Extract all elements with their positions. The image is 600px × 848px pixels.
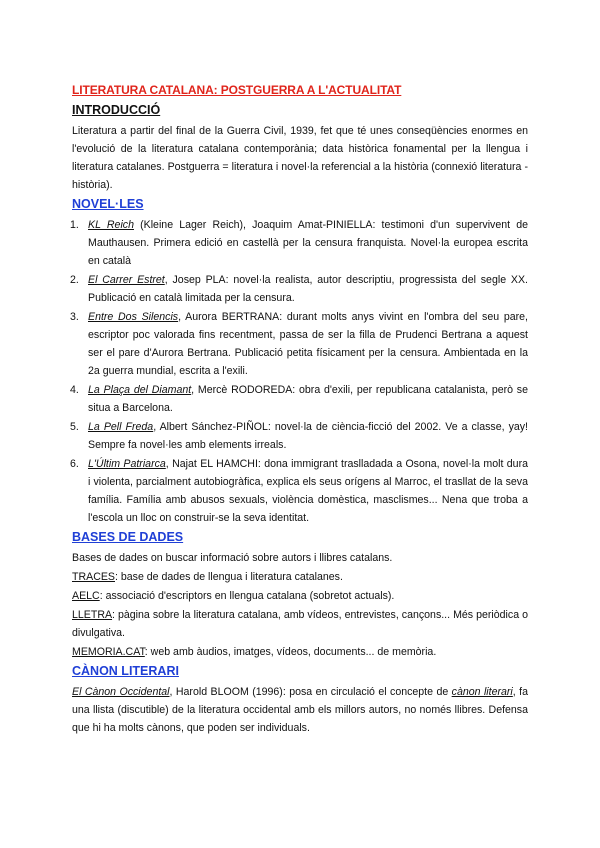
database-item-memoria xyxy=(72,643,528,661)
canon-heading: CÀNON LITERARI xyxy=(72,664,179,678)
novel-title: Entre Dos Silencis xyxy=(88,311,179,323)
novel-description: , Mercè RODOREDA: obra d'exili, per republicana catalanista, però se situa a Barcelona. xyxy=(88,384,528,414)
novel-description: , Josep PLA: novel·la realista, autor descriptiu, progressista del segle XX. Publicació en català limitada per la censura. xyxy=(88,274,528,304)
novel-item-3 xyxy=(72,308,528,380)
databases-intro: Bases de dades on buscar informació sobre autors i llibres catalans. xyxy=(72,552,393,564)
novel-number: 5. xyxy=(70,421,79,433)
database-name: TRACES xyxy=(72,571,115,583)
canon-paragraph xyxy=(72,683,528,737)
databases-heading: BASES DE DADES xyxy=(72,530,184,544)
novel-title: KL Reich xyxy=(88,219,134,231)
database-name: AELC xyxy=(72,590,100,602)
document-title: LITERATURA CATALANA: POSTGUERRA A L'ACTUALITAT xyxy=(72,83,402,97)
novel-description: , Najat EL HAMCHI: dona immigrant traslladada a Osona, novel·la molt dura i violenta, parcialment autobiogràfica, explica els seus orígens al Marroc, el trasllat de la seva família. Família amb abusos sexuals, violència domèstica, masclismes... Nena que troba a l'escola un lloc on construir-se la seva identitat. xyxy=(88,458,528,524)
canon-book-title: El Cànon Occidental xyxy=(72,686,170,698)
novel-title: El Carrer Estret xyxy=(88,274,165,286)
novel-title: La Pell Freda xyxy=(88,421,154,433)
novel-number: 4. xyxy=(70,384,79,396)
database-description: : pàgina sobre la literatura catalana, amb vídeos, entrevistes, cançons... Més periòdica o divulgativa. xyxy=(72,609,528,639)
novel-title: La Plaça del Diamant xyxy=(88,384,192,396)
canon-text-part-2: , fa una llista (discutible) de la literatura occidental amb els millors autors, no només llibres. Defensa que hi ha molts cànons, que poden ser individuals. xyxy=(72,686,528,734)
database-description: : associació d'escriptors en llengua catalana (sobretot actuals). xyxy=(99,590,395,602)
novel-number: 3. xyxy=(70,311,79,323)
database-item-aelc xyxy=(72,587,528,605)
database-description: : base de dades de llengua i literatura catalanes. xyxy=(114,571,343,583)
database-item-lletra xyxy=(72,606,528,642)
novel-item-1 xyxy=(72,216,528,270)
novels-heading: NOVEL·LES xyxy=(72,197,144,211)
canon-text-part-1: , Harold BLOOM (1996): posa en circulació el concepte de xyxy=(169,686,452,698)
novel-description: , Aurora BERTRANA: durant molts anys vivint en l'ombra del seu pare, escriptor poc valorada fins recentment, passa de ser la filla de Prudenci Bertrana a aquest ser el pare d'Aurora Bertrana. Publicació petita físicament per la censura. Ambientada en la 2a guerra mundial, escrita a l'exili. xyxy=(88,311,528,377)
intro-paragraph: Literatura a partir del final de la Guerra Civil, 1939, fet que té unes conseqüències enormes en l'evolució de la literatura catalana contemporània; data històrica fonamental per la llengua i literatura catalanes. Postguerra = literatura i novel·la referencial a la història (connexió literatura - història). xyxy=(72,125,528,191)
canon-term: cànon literari xyxy=(451,686,513,698)
database-name: LLETRA xyxy=(72,609,113,621)
novels-list xyxy=(72,216,528,527)
intro-heading: INTRODUCCIÓ xyxy=(72,103,161,117)
database-name: MEMORIA.CAT xyxy=(72,646,145,658)
novel-item-4 xyxy=(72,381,528,417)
novel-number: 2. xyxy=(70,274,79,286)
novel-description: (Kleine Lager Reich), Joaquim Amat-PINIELLA: testimoni d'un supervivent de Mauthausen. Primera edició en castellà per la censura franquista. Novel·la europea escrita en català xyxy=(88,219,528,267)
novel-number: 6. xyxy=(70,458,79,470)
novel-item-6 xyxy=(72,455,528,527)
novel-title: L'Últim Patriarca xyxy=(88,458,166,470)
database-item-traces xyxy=(72,568,528,586)
novel-item-5 xyxy=(72,418,528,454)
database-description: : web amb àudios, imatges, vídeos, documents... de memòria. xyxy=(144,646,437,658)
novel-description: , Albert Sánchez-PIÑOL: novel·la de ciència-ficció del 2002. Ve a classe, yay! Sempre fa novel·les amb elements irreals. xyxy=(88,421,528,451)
novel-number: 1. xyxy=(70,219,79,231)
novel-item-2 xyxy=(72,271,528,307)
